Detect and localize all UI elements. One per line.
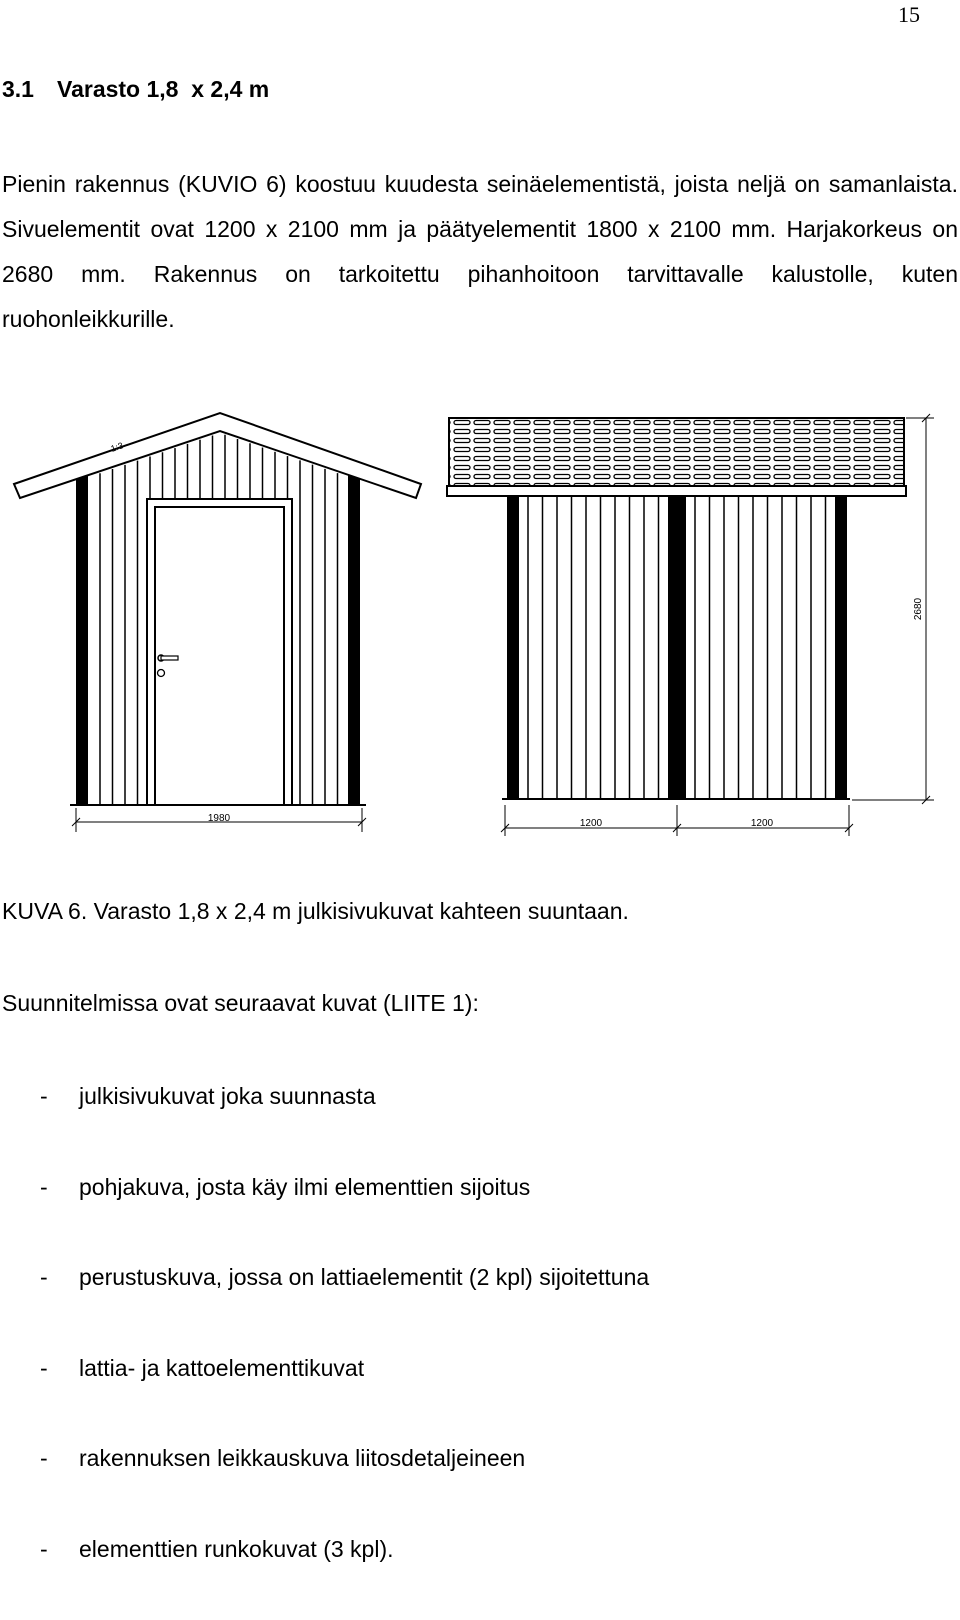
side-wall bbox=[507, 497, 847, 799]
list-dash: - bbox=[40, 1083, 48, 1109]
list-dash: - bbox=[40, 1173, 48, 1200]
side-elevation bbox=[447, 414, 934, 836]
gable-elevation bbox=[14, 413, 421, 832]
corner-board bbox=[835, 497, 847, 799]
corner-board bbox=[507, 497, 519, 799]
list-dash: - bbox=[40, 1264, 48, 1290]
section-heading bbox=[2, 76, 269, 103]
section-title: Varasto 1,8 x 2,4 m bbox=[57, 76, 270, 102]
height-label: 2680 bbox=[913, 597, 924, 621]
shingle-roof bbox=[449, 418, 904, 488]
list-dash: - bbox=[40, 1535, 48, 1562]
side-width-label-2: 1200 bbox=[750, 818, 774, 829]
intro-paragraph: Pienin rakennus (KUVIO 6) koostuu kuudesta seinäelementistä, joista neljä on samanlaista. Sivuelementit ovat 1200 x 2100 mm ja päätyelementit 1800 x 2100 mm. Harjakorkeus on 2680 mm. Rakennus on tarkoitettu pihanhoitoon tarvittavalle kalustolle, kuten ruohonleikkurille. bbox=[2, 171, 958, 332]
roof-fascia bbox=[447, 486, 906, 496]
section-number: 3.1 bbox=[2, 76, 34, 102]
figure-caption: KUVA 6. Varasto 1,8 x 2,4 m julkisivukuvat kahteen suuntaan. bbox=[2, 898, 629, 924]
side-width-label-1: 1200 bbox=[579, 818, 603, 829]
page-number: 15 bbox=[898, 2, 920, 27]
list-lead: Suunnitelmissa ovat seuraavat kuvat (LIITE 1): bbox=[2, 990, 479, 1016]
corner-board bbox=[668, 497, 686, 799]
roof-pitch-label: 1:3 bbox=[109, 440, 125, 454]
side-width-dimension bbox=[501, 805, 853, 836]
shed-elevation-drawings bbox=[0, 400, 960, 850]
list-dash: - bbox=[40, 1445, 48, 1471]
list-dash: - bbox=[40, 1354, 48, 1381]
gable-width-label: 1980 bbox=[207, 813, 231, 824]
